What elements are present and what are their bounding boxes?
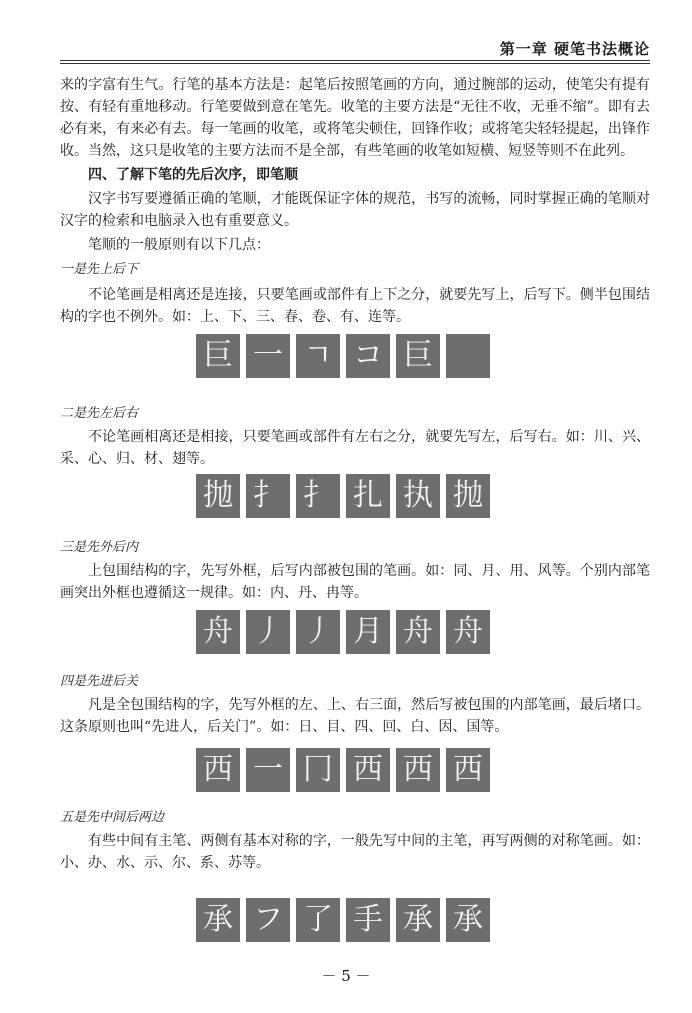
header-rule — [60, 60, 650, 61]
paragraph-stroke-order-intro: 汉字书写要遵循正确的笔顺，才能既保证字体的规范，书写的流畅，同时掌握正确的笔顺对汉字的检索和电脑录入也有重要意义。 — [60, 191, 650, 229]
stroke-box: 执 — [396, 474, 440, 518]
stroke-row-2 — [196, 474, 490, 518]
stroke-box: 扎 — [346, 474, 390, 518]
stroke-box: 巨 — [396, 334, 440, 378]
stroke-box: 扌 — [296, 474, 340, 518]
stroke-box: 承 — [396, 898, 440, 942]
stroke-box: 西 — [346, 748, 390, 792]
stroke-box: 了 — [296, 898, 340, 942]
rule-text-left-right: 不论笔画相离还是相接，只要笔画或部件有左右之分，就要先写左，后写右。如：川、兴、采、心、归、材、翅等。 — [60, 429, 650, 467]
stroke-box: 舟 — [446, 610, 490, 654]
stroke-box: 西 — [396, 748, 440, 792]
stroke-box: 西 — [446, 748, 490, 792]
stroke-box: 扌 — [246, 474, 290, 518]
stroke-box: 西 — [196, 748, 240, 792]
stroke-box: 承 — [196, 898, 240, 942]
page-number: － 5 － — [321, 967, 371, 985]
stroke-row-1 — [196, 334, 490, 378]
stroke-row-5 — [196, 898, 490, 942]
stroke-box: 舟 — [396, 610, 440, 654]
stroke-box: 抛 — [446, 474, 490, 518]
rule-text-outside-inside: 上包围结构的字，先写外框，后写内部被包围的笔画。如：同、月、用、风等。个别内部笔画突出外框也遵循这一规律。如：内、丹、冉等。 — [60, 563, 650, 601]
paragraph-principles-intro: 笔顺的一般原则有以下几点： — [88, 237, 270, 253]
stroke-box: 手 — [346, 898, 390, 942]
stroke-box: フ — [246, 898, 290, 942]
stroke-box: 承 — [446, 898, 490, 942]
stroke-box: 丿 — [296, 610, 340, 654]
rule-title-outside-inside: 三是先外后内 — [60, 540, 139, 555]
rule-title-top-bottom: 一是先上后下 — [60, 262, 139, 277]
rule-title-middle-sides: 五是先中间后两边 — [60, 810, 165, 825]
stroke-box: 一 — [246, 334, 290, 378]
stroke-row-3 — [196, 610, 490, 654]
stroke-row-4 — [196, 748, 490, 792]
chapter-header: 第一章 硬笔书法概论 — [499, 40, 650, 58]
rule-text-top-bottom: 不论笔画是相离还是连接，只要笔画或部件有上下之分，就要先写上，后写下。侧半包围结构的字也不例外。如：上、下、三、春、卷、有、连等。 — [60, 287, 650, 325]
paragraph-stroke-method: 来的字富有生气。行笔的基本方法是：起笔后按照笔画的方向，通过腕部的运动，使笔尖有提有按、有轻有重地移动。行笔要做到意在笔先。收笔的主要方法是“无往不收，无垂不缩”。即有去必有来，有来必有去。每一笔画的收笔，或将笔尖顿住，回锋作收；或将笔尖轻轻提起，出锋作收。当然，这只是收笔的主要方法而不是全部，有些笔画的收笔如短横、短竖等则不在此列。 — [60, 77, 650, 159]
stroke-box: 抛 — [196, 474, 240, 518]
stroke-box: 冂 — [296, 748, 340, 792]
stroke-box: コ — [346, 334, 390, 378]
stroke-box: 舟 — [196, 610, 240, 654]
stroke-box: 一 — [246, 748, 290, 792]
stroke-box: ㄱ — [296, 334, 340, 378]
section-heading-stroke-order: 四、了解下笔的先后次序，即笔顺 — [88, 167, 298, 183]
rule-title-enter-close: 四是先进后关 — [60, 674, 139, 689]
rule-title-left-right: 二是先左后右 — [60, 406, 139, 421]
stroke-box: 巨 — [196, 334, 240, 378]
stroke-box: 月 — [346, 610, 390, 654]
stroke-box: 丿 — [246, 610, 290, 654]
rule-text-enter-close: 凡是全包围结构的字，先写外框的左、上、右三面，然后写被包围的内部笔画，最后堵口。这条原则也叫“先进人，后关门”。如：日、目、四、回、白、因、国等。 — [60, 697, 650, 735]
header-rule-double — [60, 63, 650, 64]
stroke-box — [446, 334, 490, 378]
rule-text-middle-sides: 有些中间有主笔、两侧有基本对称的字，一般先写中间的主笔，再写两侧的对称笔画。如：小、办、水、示、尔、系、苏等。 — [60, 833, 650, 871]
